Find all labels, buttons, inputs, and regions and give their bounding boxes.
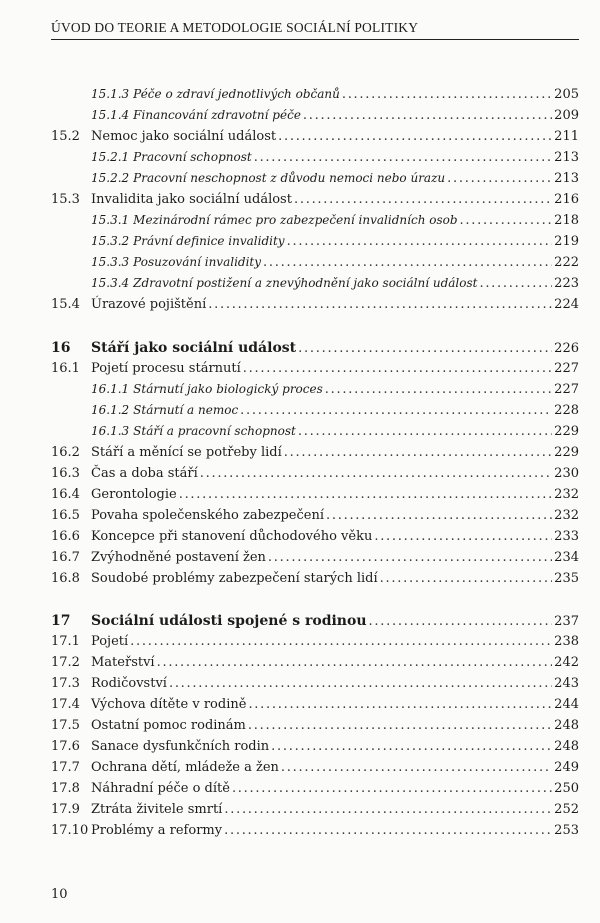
- toc-entry-title: Rodičovství: [91, 676, 167, 691]
- dot-leader: [130, 634, 552, 649]
- toc-entry-number: 16.6: [51, 529, 80, 544]
- toc-entry-number: 15.1.3: [91, 87, 130, 101]
- dot-leader: [240, 403, 552, 418]
- dot-leader: [278, 129, 552, 144]
- toc-entry-page: 211: [554, 129, 579, 144]
- dot-leader: [169, 676, 552, 691]
- toc-entry: [0, 802, 600, 822]
- dot-leader: [157, 655, 553, 670]
- toc-entry-number: 15.2.2: [91, 171, 130, 185]
- toc-entry-title: Stárnutí a nemoc: [133, 403, 239, 417]
- dot-leader: [224, 823, 552, 838]
- toc-entry: [0, 760, 600, 780]
- toc-entry-title: Ztráta živitele smrtí: [91, 802, 223, 817]
- toc-entry-number: 16.5: [51, 508, 80, 523]
- toc-entry: [0, 571, 600, 591]
- toc-entry-title: Zdravotní postižení a znevýhodnění jako sociální událost: [133, 276, 478, 290]
- toc-entry-number: 17.7: [51, 760, 80, 775]
- toc-entry-number: 16.7: [51, 550, 80, 565]
- toc-entry-title: Stáří jako sociální událost: [91, 340, 297, 356]
- toc-entry-page: 237: [554, 614, 579, 629]
- dot-leader: [342, 87, 552, 102]
- toc-entry-number: 16.1.1: [91, 382, 130, 396]
- toc-entry-number: 15.3.1: [91, 213, 130, 227]
- toc-entry-title: Péče o zdraví jednotlivých občanů: [133, 87, 340, 101]
- toc-entry-page: 209: [554, 108, 579, 123]
- toc-entry-number: 16.1.3: [91, 424, 130, 438]
- toc-entry: [0, 508, 600, 528]
- toc-entry: [0, 697, 600, 717]
- toc-entry-page: 227: [554, 382, 579, 397]
- toc-entry-page: 244: [554, 697, 579, 712]
- toc-entry-number: 16.1.2: [91, 403, 130, 417]
- dot-leader: [287, 234, 553, 249]
- toc-entry: [0, 634, 600, 654]
- toc-entry-number: 15.3: [51, 192, 80, 207]
- toc-entry-title: Stáří a pracovní schopnost: [133, 424, 296, 438]
- toc-entry: [0, 361, 600, 381]
- toc-entry-title: Výchova dítěte v rodině: [91, 697, 247, 712]
- toc-entry-title: Mateřství: [91, 655, 155, 670]
- toc-entry-page: 223: [554, 276, 579, 291]
- toc-entry-page: 235: [554, 571, 579, 586]
- toc-entry: [0, 129, 600, 149]
- toc-entry-title: Ochrana dětí, mládeže a žen: [91, 760, 279, 775]
- dot-leader: [268, 550, 552, 565]
- toc-entry-page: 222: [554, 255, 579, 270]
- toc-entry-number: 17.9: [51, 802, 80, 817]
- toc-entry-number: 16.3: [51, 466, 80, 481]
- dot-leader: [325, 382, 552, 397]
- dot-leader: [284, 445, 552, 460]
- dot-leader: [380, 571, 553, 586]
- toc-entry-title: Čas a doba stáří: [91, 466, 198, 481]
- toc-entry-page: 229: [554, 424, 579, 439]
- toc-entry: [0, 382, 600, 402]
- toc-entry-title: Náhradní péče o dítě: [91, 781, 230, 796]
- toc-entry-page: 243: [554, 676, 579, 691]
- toc-entry-number: 15.2.1: [91, 150, 130, 164]
- toc-entry-page: 232: [554, 508, 579, 523]
- toc-entry: [0, 676, 600, 696]
- toc-entry-title: Stáří a měnící se potřeby lidí: [91, 445, 282, 460]
- toc-entry: [0, 108, 600, 128]
- toc-entry-page: 213: [554, 150, 579, 165]
- dot-leader: [271, 739, 552, 754]
- toc-entry: [0, 655, 600, 675]
- dot-leader: [298, 341, 552, 356]
- toc-entry-page: 226: [554, 341, 579, 356]
- dot-leader: [243, 361, 552, 376]
- toc-entry-title: Invalidita jako sociální událost: [91, 192, 292, 207]
- toc-entry: [0, 550, 600, 570]
- toc-entry-page: 228: [554, 403, 579, 418]
- toc-entry-page: 233: [554, 529, 579, 544]
- toc-entry-title: Problémy a reformy: [91, 823, 223, 838]
- dot-leader: [200, 466, 552, 481]
- toc-entry-title: Zvýhodněné postavení žen: [91, 550, 266, 565]
- toc-entry: [0, 192, 600, 212]
- toc-entry-title: Právní definice invalidity: [133, 234, 285, 248]
- toc-entry-page: 248: [554, 739, 579, 754]
- dot-leader: [298, 424, 552, 439]
- dot-leader: [374, 529, 552, 544]
- dot-leader: [460, 213, 553, 228]
- dot-leader: [479, 276, 552, 291]
- toc-entry: [0, 718, 600, 738]
- toc-entry-number: 17.5: [51, 718, 80, 733]
- dot-leader: [248, 697, 552, 712]
- toc-entry-number: 16.4: [51, 487, 80, 502]
- toc-entry-title: Pracovní neschopnost z důvodu nemoci nebo úrazu: [133, 171, 446, 185]
- page-number: 10: [51, 887, 68, 902]
- toc-entry-number: 17.2: [51, 655, 80, 670]
- toc-entry-number: 15.2: [51, 129, 80, 144]
- toc-entry-number: 17: [51, 613, 71, 629]
- toc-entry-page: 224: [554, 297, 579, 312]
- toc-entry: [0, 340, 600, 360]
- toc-entry: [0, 445, 600, 465]
- toc-entry-page: 227: [554, 361, 579, 376]
- toc-entry-number: 15.3.3: [91, 255, 130, 269]
- toc-entry-title: Úrazové pojištění: [91, 297, 207, 312]
- toc-entry-number: 17.8: [51, 781, 80, 796]
- toc-entry-title: Ostatní pomoc rodinám: [91, 718, 246, 733]
- toc-entry-page: 218: [554, 213, 579, 228]
- toc-entry: [0, 297, 600, 317]
- dot-leader: [254, 150, 552, 165]
- toc-entry: [0, 739, 600, 759]
- toc-entry: [0, 255, 600, 275]
- toc-entry: [0, 87, 600, 107]
- toc-entry-title: Pracovní schopnost: [133, 150, 252, 164]
- toc-entry-page: 229: [554, 445, 579, 460]
- toc-entry-number: 15.1.4: [91, 108, 130, 122]
- toc-entry: [0, 403, 600, 423]
- toc-entry-page: 232: [554, 487, 579, 502]
- toc-entry-number: 17.4: [51, 697, 80, 712]
- toc-entry-title: Pojetí procesu stárnutí: [91, 361, 241, 376]
- dot-leader: [369, 614, 553, 629]
- toc-entry-page: 234: [554, 550, 579, 565]
- toc-entry-number: 17.1: [51, 634, 80, 649]
- dot-leader: [447, 171, 552, 186]
- toc-entry-page: 205: [554, 87, 579, 102]
- toc-entry: [0, 150, 600, 170]
- toc-entry-page: 219: [554, 234, 579, 249]
- running-header: ÚVOD DO TEORIE A METODOLOGIE SOCIÁLNÍ POLITIKY: [51, 20, 579, 40]
- dot-leader: [326, 508, 552, 523]
- toc-entry-page: 216: [554, 192, 579, 207]
- dot-leader: [232, 781, 552, 796]
- toc-entry-number: 15.3.2: [91, 234, 130, 248]
- dot-leader: [281, 760, 552, 775]
- dot-leader: [263, 255, 552, 270]
- toc-entry-page: 242: [554, 655, 579, 670]
- toc-entry: [0, 487, 600, 507]
- toc-entry-title: Financování zdravotní péče: [133, 108, 301, 122]
- toc-entry-page: 238: [554, 634, 579, 649]
- dot-leader: [248, 718, 552, 733]
- toc-entry-number: 16.2: [51, 445, 80, 460]
- toc-entry: [0, 823, 600, 843]
- toc-entry: [0, 613, 600, 633]
- toc-entry-page: 249: [554, 760, 579, 775]
- toc-entry-title: Sociální události spojené s rodinou: [91, 613, 367, 629]
- toc-entry-number: 17.3: [51, 676, 80, 691]
- toc-entry: [0, 213, 600, 233]
- toc-entry-title: Soudobé problémy zabezpečení starých lidí: [91, 571, 378, 586]
- toc-entry-title: Posuzování invalidity: [133, 255, 262, 269]
- toc-entry: [0, 466, 600, 486]
- toc-entry: [0, 276, 600, 296]
- toc-entry: [0, 529, 600, 549]
- toc-entry: [0, 424, 600, 444]
- toc-entry-number: 16.1: [51, 361, 80, 376]
- toc-entry-number: 16: [51, 340, 71, 356]
- toc-entry-title: Povaha společenského zabezpečení: [91, 508, 324, 523]
- toc-entry-number: 16.8: [51, 571, 80, 586]
- toc-entry-title: Pojetí: [91, 634, 129, 649]
- toc-entry-page: 253: [554, 823, 579, 838]
- toc-entry: [0, 781, 600, 801]
- toc-entry-title: Nemoc jako sociální událost: [91, 129, 277, 144]
- dot-leader: [294, 192, 552, 207]
- toc-entry: [0, 171, 600, 191]
- toc-entry: [0, 234, 600, 254]
- toc-entry-page: 230: [554, 466, 579, 481]
- toc-entry-page: 213: [554, 171, 579, 186]
- toc-entry-page: 248: [554, 718, 579, 733]
- toc-entry-title: Stárnutí jako biologický proces: [133, 382, 323, 396]
- toc-entry-number: 17.6: [51, 739, 80, 754]
- toc-entry-page: 250: [554, 781, 579, 796]
- dot-leader: [224, 802, 552, 817]
- dot-leader: [179, 487, 552, 502]
- toc-entry-title: Sanace dysfunkčních rodin: [91, 739, 270, 754]
- toc-entry-number: 17.10: [51, 823, 89, 838]
- toc-entry-page: 252: [554, 802, 579, 817]
- dot-leader: [208, 297, 552, 312]
- toc-entry-number: 15.4: [51, 297, 80, 312]
- dot-leader: [303, 108, 552, 123]
- toc-entry-number: 15.3.4: [91, 276, 130, 290]
- toc-entry-title: Koncepce při stanovení důchodového věku: [91, 529, 373, 544]
- toc-entry-title: Gerontologie: [91, 487, 177, 502]
- toc-entry-title: Mezinárodní rámec pro zabezpečení invalidních osob: [133, 213, 458, 227]
